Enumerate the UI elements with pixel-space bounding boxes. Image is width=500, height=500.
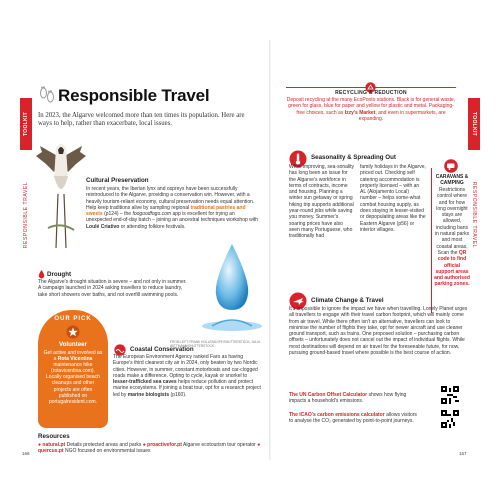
rota-vicentina: Rota Vicentina: [57, 356, 93, 363]
page-number-left: 166: [22, 451, 30, 456]
climate-body-2: The UN Carbon Offset Calculator shows how flying impacts a household's emissions.: [289, 392, 407, 405]
cultural-preservation-section: [86, 177, 260, 230]
photo-credit: FROM LEFT: FRANK HOLLENDOPF/SHUTTERSTOCK; JULIA WITTMANN/SHUTTERSTOCK: [170, 340, 260, 348]
coastal-heading: Coastal Conservation: [130, 346, 194, 353]
resources-section: [38, 433, 264, 455]
water-drop-photo: [198, 240, 266, 340]
marine-biologists-link[interactable]: marine biologists: [127, 391, 170, 398]
climate-body-3: The ICAO's carbon emissions calculator allows visitors to analyse the CO₂ generated by point-to-point journeys.: [289, 412, 417, 425]
volunteer-body: Get active and involved as a Rota Vicentina maintenance hike (rotavicentina.com). Locally organised beach cleanups and other projects are often published on portugalresident.com.: [43, 350, 103, 405]
right-page: [271, 40, 480, 460]
un-calculator-link[interactable]: The UN Carbon Offset Calculator: [289, 392, 368, 398]
climate-body-1: It's impossible to ignore the impact we have when travelling. Lonely Planet urges all travellers to engage with their travel carbon footprint, which will mainly come from air travel. While there often isn't an alternative, travellers can look to minimise the number of flights they take, opt for newer aircraft and use cleaner ground transport, such as trains. One proposed solution – purchasing carbon offsets – unfortunately does not cancel out the impact of individual flights. While most destinations will depend on air travel for the foreseeable future, for now, pursuing ground-based travel where possible is the best course of action.: [289, 306, 468, 357]
seasonality-col-1: While improving, sea-sonality has long been an issue for the Algarve's workforce in terms of contracts, income and housing. Planning a winter sun getaway or spring hiking trip supports additional year-round jobs while saving you money. Summer's soaring prices have also seen many Portuguese, who traditionally had: [289, 164, 355, 240]
cultural-heading: Cultural Preservation: [86, 177, 149, 184]
section-side-label-right: RESPONSIBLE TRAVEL: [471, 181, 477, 249]
our-pick-label: OUR PICK: [54, 316, 92, 322]
our-pick-box: [38, 310, 108, 428]
icao-calculator-link[interactable]: The ICAO's carbon emissions calculator: [289, 412, 385, 418]
caravans-body: Restrictions control where and for how long overnight stays are allowed, including bans in natural parks and most coastal areas. Scan the QR code to find official support areas and authorised parking zones.: [434, 187, 470, 288]
volunteer-heading: Volunteer: [58, 341, 88, 348]
section-side-label: RESPONSIBLE TRAVEL: [23, 181, 29, 249]
intro-text: In 2023, the Algarve welcomed more than ten times its population. Here are ways to help, rather than exacerbate, local issues.: [38, 112, 245, 127]
caravans-heading: CARAVANS & CAMPING: [435, 174, 469, 186]
toolkit-tab-label-right: TOOLKIT: [471, 112, 477, 136]
qr-code-un[interactable]: [441, 386, 459, 404]
page-title: Responsible Travel: [58, 86, 210, 105]
caravan-icon: [444, 159, 458, 173]
toolkit-tab-label: TOOLKIT: [23, 112, 29, 136]
resources-heading: Resources: [38, 433, 70, 440]
loule-criativo: Loulé Criativo: [86, 223, 120, 230]
qr-code-icao[interactable]: [441, 410, 459, 428]
footprints-icon: [38, 86, 56, 106]
recycling-heading: RECYCLING & REDUCTION: [335, 90, 407, 96]
badge-star-icon: [66, 325, 80, 339]
sea-caves-link[interactable]: lesser-trafficked sea caves: [113, 379, 177, 386]
qr-code-link[interactable]: QR code to find official support areas and authorised parking zones.: [434, 249, 470, 288]
resource-link-3[interactable]: quercus.pt: [38, 448, 64, 455]
drought-body: The Algarve's drought situation is severe – and not only in summer. A campaign launched in 2024 asking travellers to reduce laundry, take short showers over baths, and not overfill swimming pools.: [38, 279, 187, 298]
page-number-right: 167: [459, 451, 467, 456]
left-side-tab: [20, 40, 32, 460]
resource-link-2[interactable]: proactivefor.pt: [147, 442, 182, 448]
osprey-photo: [36, 138, 86, 250]
cultural-body: In recent years, the Iberian lynx and ospreys have been successfully reintroduced to the Algarve, providing a conservation win. However, with a heavily tourism-reliant economy, cultural preservation needs equal attention. Help keep traditions alive by sampling regional traditional pastries and sweets (p124) – the foogoodfogo.com app is excellent for trying an unexpected end-of-day batch – joining an ancestral techniques workshop with Loulé Criativo or attending folklore festivals.: [86, 186, 259, 230]
climate-heading: Climate Change & Travel: [311, 297, 384, 304]
resources-list: ● natural.pt Details protected areas and parks ● proactivefor.pt Algarve ecotourism tour operator ● quercus.pt NGO focused on environmental issues: [38, 442, 261, 455]
izzys-market-link[interactable]: Izzy's Market: [344, 109, 376, 116]
drought-heading: Drought: [47, 271, 72, 278]
recycling-body: Deposit recycling at the many EcoPonto stations. Black is for general waste, green for glass, blue for paper and yellow for plastic and metal. Packaging-free choices, such as Izzy's Market, and even in supermarkets, are expanding.: [286, 97, 456, 122]
coastal-body: The European Environment Agency ranked Faro as having Europe's third cleanest city air in 2024, only beaten by two Nordic cities. However, in summer, constant motorboats and car-clogged roads make a difference. Opting to cycle, kayak or snorkel to lesser-trafficked sea caves helps reduce pollution and protect marine ecosystems. If joining a boat tour, opt for a research project led by marine biologists (p160).: [113, 354, 261, 398]
foogood-site[interactable]: foogoodfogo.com: [132, 211, 172, 218]
pastries-link[interactable]: traditional pastries and sweets: [86, 204, 246, 218]
seasonality-col-2: family holidays in the Algarve, priced out. Checking self catering accommodation is properly licensed – with an AL (Alojamento Local) number – helps some-what combat housing supply, as does staying in lesser-visited or depopulating areas like the Eastern Algarve (p56) or interior villages.: [360, 164, 426, 233]
seasonality-heading: Seasonality & Spreading Out: [311, 154, 396, 161]
left-page: [20, 40, 269, 460]
book-spread: [20, 40, 480, 460]
resource-link-1[interactable]: natural.pt: [42, 442, 66, 448]
drop-icon: [38, 270, 45, 279]
